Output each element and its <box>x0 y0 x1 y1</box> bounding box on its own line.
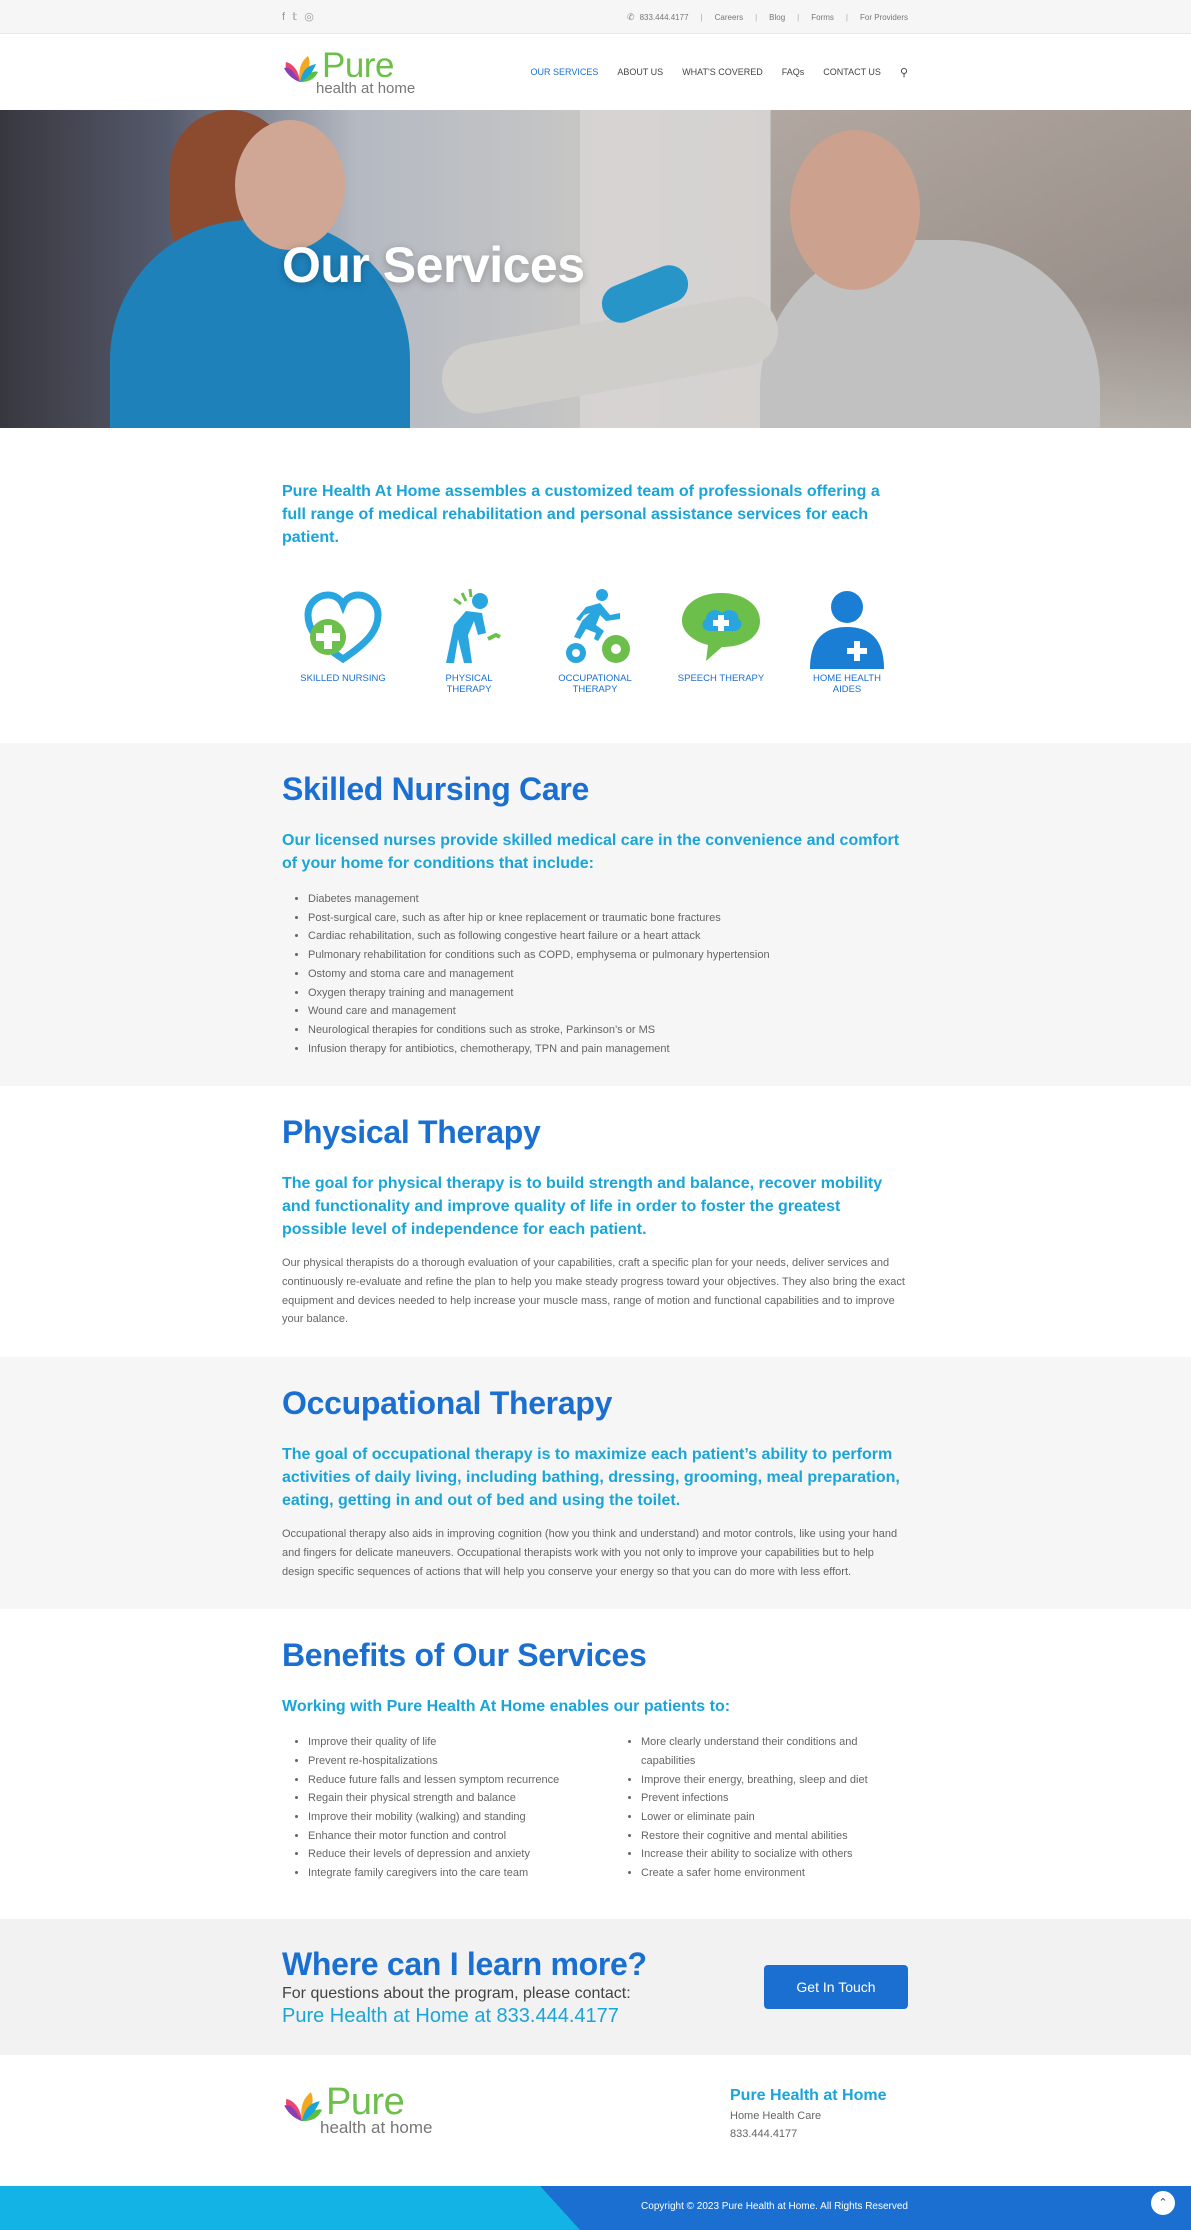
divider: | <box>755 12 758 22</box>
get-in-touch-button[interactable]: Get In Touch <box>764 1965 908 2009</box>
list-item: • Reduce future falls and lessen symptom recurrence <box>308 1771 615 1790</box>
list-item: • Integrate family caregivers into the care team <box>308 1864 615 1883</box>
copyright-bar <box>0 2186 1191 2230</box>
top-link-careers[interactable]: Careers <box>714 12 744 22</box>
physical-therapy-icon <box>424 585 514 669</box>
list-item: • Oxygen therapy training and management <box>308 984 908 1003</box>
footer-phone[interactable]: 833.444.4177 <box>730 2127 798 2140</box>
hero-banner <box>0 110 1191 428</box>
list-item: • Increase their ability to socialize with others <box>641 1845 908 1864</box>
benefits-list-left <box>308 1733 615 1883</box>
section-body: Occupational therapy also aids in improving cognition (how you think and understand) and motor controls, like using your hand and fingers for delicate maneuvers. Occupational therapists work with you not only to improve your capabilities but to help design specific sequences of actions that will help you conserve your energy so that you can do more with less effort. <box>282 1528 898 1578</box>
section-subtitle: The goal of occupational therapy is to maximize each patient’s ability to perform activities of daily living, including bathing, dressing, grooming, meal preparation, eating, getting in and out of bed and using the toilet. <box>282 1446 900 1510</box>
section-subtitle: The goal for physical therapy is to build strength and balance, recover mobility and functionality and improve quality of life in order to foster the greatest possible level of independence for each patient. <box>282 1175 883 1239</box>
instagram-icon[interactable]: ◎ <box>304 10 314 23</box>
cta-question: For questions about the program, please contact: <box>282 1984 631 2002</box>
service-skilled-nursing[interactable] <box>288 585 398 695</box>
logo-tagline: health at home <box>320 2118 433 2138</box>
top-link-providers[interactable]: For Providers <box>859 12 908 22</box>
phone-icon: ✆ <box>627 11 635 22</box>
site-footer <box>0 2055 1191 2186</box>
logo-tagline: health at home <box>316 80 416 97</box>
heart-plus-icon <box>298 585 388 669</box>
facebook-icon[interactable]: f <box>282 10 286 23</box>
section-subtitle: Our licensed nurses provide skilled medical care in the convenience and comfort of your home for conditions that include: <box>282 832 900 872</box>
service-label: HOME HEALTH AIDES <box>813 673 881 695</box>
service-label: SKILLED NURSING <box>300 673 386 684</box>
copyright-text: Copyright © 2023 Pure Health at Home. All Rights Reserved <box>641 2200 908 2212</box>
social-links <box>282 12 314 23</box>
cta-text <box>282 1946 647 2028</box>
section-subtitle: Working with Pure Health At Home enables our patients to: <box>282 1698 731 1716</box>
service-label: PHYSICAL THERAPY <box>445 673 493 695</box>
nav-contact-us[interactable]: CONTACT US <box>823 67 881 77</box>
flower-logo-icon <box>282 2087 322 2133</box>
twitter-icon[interactable]: 𝕥 <box>292 10 298 23</box>
list-item: • Improve their mobility (walking) and standing <box>308 1808 615 1827</box>
list-item: • Regain their physical strength and balance <box>308 1789 615 1808</box>
list-item: • Infusion therapy for antibiotics, chemotherapy, TPN and pain management <box>308 1040 908 1059</box>
footer-company-name: Pure Health at Home <box>730 2086 887 2104</box>
list-item: • Wound care and management <box>308 1002 908 1021</box>
top-phone[interactable]: 833.444.4177 <box>639 12 689 22</box>
flower-logo-icon <box>282 52 318 92</box>
service-icons <box>282 585 908 695</box>
logo-wordmark: Pure <box>322 46 394 85</box>
runner-gears-icon <box>550 585 640 669</box>
list-item: • Create a safer home environment <box>641 1864 908 1883</box>
physical-therapy-section <box>0 1086 1191 1357</box>
service-label: OCCUPATIONAL THERAPY <box>558 673 632 695</box>
list-item: • More clearly understand their conditions and capabilities <box>641 1733 908 1770</box>
list-item: • Enhance their motor function and control <box>308 1827 615 1846</box>
cta-title: Where can I learn more? <box>282 1945 647 1982</box>
site-logo[interactable] <box>282 48 415 96</box>
nav-whats-covered[interactable]: WHAT'S COVERED <box>682 67 763 77</box>
site-header <box>0 34 1191 110</box>
nav-about-us[interactable]: ABOUT US <box>617 67 664 77</box>
list-item: • Post-surgical care, such as after hip or knee replacement or traumatic bone fractures <box>308 909 908 928</box>
section-body: Our physical therapists do a thorough evaluation of your capabilities, craft a specific plan for your needs, deliver services and continuously re-evaluate and refine the plan to help you make steady progress toward your objectives. They also bring the exact equipment and devices needed to help increase your muscle mass, range of motion and functional capabilities and to improve your balance. <box>282 1257 905 1326</box>
scroll-to-top-icon[interactable]: ⌃ <box>1151 2191 1175 2215</box>
benefits-section <box>0 1609 1191 1919</box>
service-label: SPEECH THERAPY <box>677 673 765 684</box>
footer-logo[interactable] <box>282 2077 432 2143</box>
nav-faqs[interactable]: FAQs <box>781 67 805 77</box>
list-item: • Prevent re-hospitalizations <box>308 1752 615 1771</box>
divider: | <box>845 12 848 22</box>
cta-section <box>0 1919 1191 2055</box>
divider: | <box>700 12 703 22</box>
list-item: • Restore their cognitive and mental abilities <box>641 1827 908 1846</box>
speech-bubble-icon <box>676 585 766 669</box>
top-link-forms[interactable]: Forms <box>811 12 834 22</box>
list-item: • Ostomy and stoma care and management <box>308 965 908 984</box>
list-item: • Pulmonary rehabilitation for conditions such as COPD, emphysema or pulmonary hypertension <box>308 946 908 965</box>
top-links <box>627 12 908 23</box>
top-link-blog[interactable]: Blog <box>769 12 786 22</box>
service-speech-therapy[interactable] <box>666 585 776 695</box>
service-physical-therapy[interactable] <box>414 585 524 695</box>
list-item: • Lower or eliminate pain <box>641 1808 908 1827</box>
service-home-health-aides[interactable] <box>792 585 902 695</box>
main-nav <box>530 66 908 79</box>
search-icon[interactable]: ⚲ <box>899 66 908 79</box>
list-item: • Improve their energy, breathing, sleep and diet <box>641 1771 908 1790</box>
list-item: • Diabetes management <box>308 890 908 909</box>
list-item: • Improve their quality of life <box>308 1733 615 1752</box>
conditions-list <box>308 890 908 1058</box>
cta-contact[interactable]: Pure Health at Home at 833.444.4177 <box>282 2004 619 2027</box>
top-bar <box>0 0 1191 34</box>
list-item: • Prevent infections <box>641 1789 908 1808</box>
nav-our-services[interactable]: OUR SERVICES <box>530 67 599 77</box>
list-item: • Cardiac rehabilitation, such as following congestive heart failure or a heart attack <box>308 927 908 946</box>
benefits-columns <box>282 1733 908 1883</box>
benefits-list-right <box>641 1733 908 1883</box>
service-occupational-therapy[interactable] <box>540 585 650 695</box>
logo-wordmark: Pure <box>326 2081 405 2124</box>
list-item: • Reduce their levels of depression and anxiety <box>308 1845 615 1864</box>
section-title: Occupational Therapy <box>282 1385 613 1422</box>
occupational-therapy-section <box>0 1357 1191 1609</box>
skilled-nursing-section <box>0 743 1191 1086</box>
section-title: Benefits of Our Services <box>282 1637 647 1674</box>
list-item: • Neurological therapies for conditions such as stroke, Parkinson’s or MS <box>308 1021 908 1040</box>
intro-section <box>0 428 1191 743</box>
divider: | <box>797 12 800 22</box>
page-title: Our Services <box>282 237 585 293</box>
footer-contact <box>730 2077 908 2143</box>
section-title: Physical Therapy <box>282 1114 541 1151</box>
footer-line: Home Health Care <box>730 2109 822 2122</box>
section-title: Skilled Nursing Care <box>282 771 589 807</box>
intro-lead: Pure Health At Home assembles a customized team of professionals offering a full range of medical rehabilitation and personal assistance services for each patient. <box>282 483 880 546</box>
aide-person-icon <box>802 585 892 669</box>
